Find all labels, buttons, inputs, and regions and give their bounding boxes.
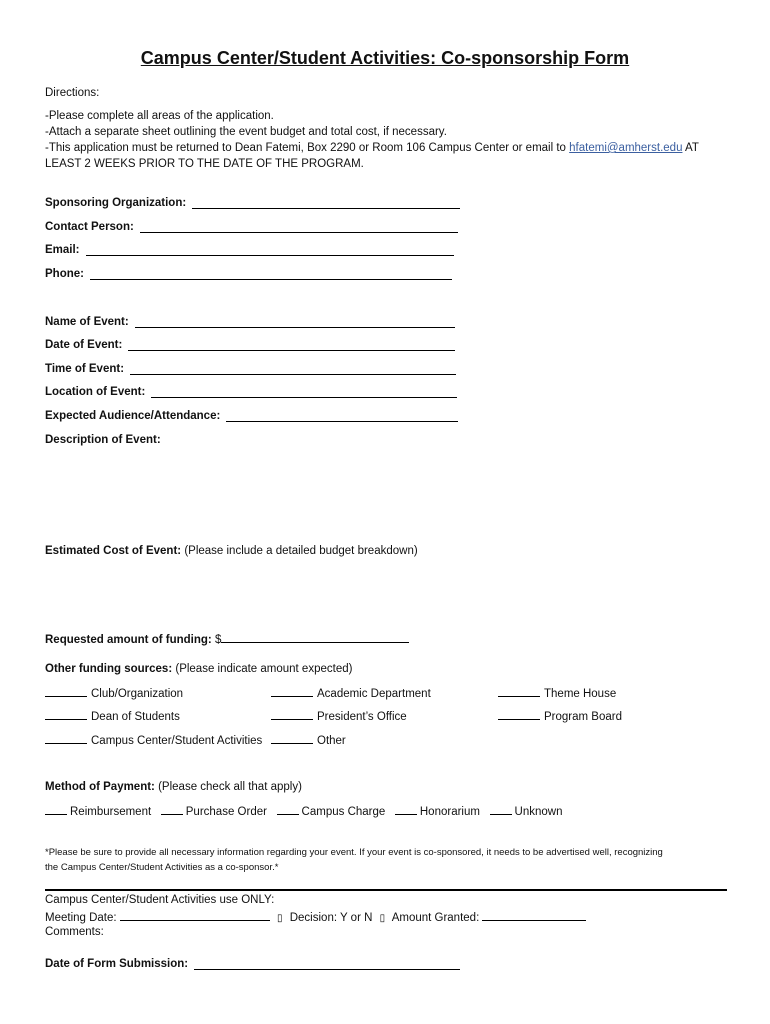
payment-campus-charge-label: Campus Charge (301, 806, 386, 818)
funding-campus-center-label: Campus Center/Student Activities (91, 735, 263, 747)
requested-funding-input[interactable] (221, 630, 409, 643)
direction-line-3 (45, 140, 699, 156)
direction-line-3-end: AT (685, 142, 699, 154)
payment-honorarium-blank[interactable] (395, 803, 417, 815)
funding-option-campus-center (45, 732, 262, 749)
funding-other-blank[interactable] (271, 732, 313, 744)
funding-option-president (271, 708, 407, 725)
estimated-cost-note: (Please include a detailed budget breakdown) (184, 545, 418, 557)
funding-other-label: Other (317, 735, 346, 747)
requested-funding-label: Requested amount of funding: (45, 634, 212, 646)
phone-field (45, 267, 452, 280)
funding-option-other (271, 732, 346, 749)
notice-line-1: *Please be sure to provide all necessary information regarding your event. If your event is co-sponsored, it needs to be advertised well, recognizing (45, 847, 663, 858)
comments-label: Comments: (45, 926, 104, 938)
funding-program-board-blank[interactable] (498, 708, 540, 720)
payment-method-row (45, 779, 302, 795)
funding-campus-center-blank[interactable] (45, 732, 87, 744)
funding-club-blank[interactable] (45, 685, 87, 697)
funding-academic-label: Academic Department (317, 688, 431, 700)
funding-option-academic (271, 685, 431, 702)
event-name-label: Name of Event: (45, 316, 129, 328)
payment-method-label: Method of Payment: (45, 781, 155, 793)
amount-granted-label: Amount Granted: (391, 912, 480, 924)
expected-audience-field (45, 409, 458, 422)
sponsoring-organization-input[interactable] (192, 196, 460, 209)
event-time-field (45, 362, 456, 375)
payment-unknown-label: Unknown (514, 806, 563, 818)
sponsoring-organization-label: Sponsoring Organization: (45, 197, 187, 209)
event-time-input[interactable] (130, 362, 456, 375)
other-funding-note: (Please indicate amount expected) (175, 663, 353, 675)
sponsoring-organization-field (45, 196, 460, 209)
other-funding-row (45, 661, 352, 677)
estimated-cost-row (45, 543, 418, 559)
event-location-input[interactable] (151, 385, 457, 398)
event-location-field (45, 385, 457, 398)
event-date-input[interactable] (128, 338, 455, 351)
submission-date-label: Date of Form Submission: (45, 958, 189, 970)
event-name-field (45, 315, 455, 328)
payment-purchase-order-blank[interactable] (161, 803, 183, 815)
direction-line-4: LEAST 2 WEEKS PRIOR TO THE DATE OF THE PROGRAM. (45, 158, 364, 170)
payment-honorarium-label: Honorarium (419, 806, 480, 818)
decision-label: Decision: Y or N (289, 912, 373, 924)
funding-option-program-board (498, 708, 622, 725)
funding-theme-house-blank[interactable] (498, 685, 540, 697)
direction-line-1: -Please complete all areas of the application. (45, 110, 274, 122)
amount-box-icon: ▯ (379, 913, 386, 924)
event-location-label: Location of Event: (45, 386, 146, 398)
phone-input[interactable] (90, 267, 452, 280)
payment-method-note: (Please check all that apply) (158, 781, 302, 793)
office-use-heading: Campus Center/Student Activities use ONLY: (45, 894, 275, 906)
section-divider (45, 889, 727, 891)
email-field (45, 243, 454, 256)
email-label: Email: (45, 244, 80, 256)
payment-options (45, 803, 563, 820)
funding-president-blank[interactable] (271, 708, 313, 720)
expected-audience-label: Expected Audience/Attendance: (45, 410, 221, 422)
email-link[interactable]: hfatemi@amherst.edu (569, 142, 683, 154)
office-use-row (45, 908, 586, 927)
contact-person-label: Contact Person: (45, 221, 134, 233)
payment-reimbursement-blank[interactable] (45, 803, 67, 815)
other-funding-label: Other funding sources: (45, 663, 173, 675)
funding-dean-blank[interactable] (45, 708, 87, 720)
event-time-label: Time of Event: (45, 363, 125, 375)
funding-theme-house-label: Theme House (544, 688, 617, 700)
contact-person-field (45, 220, 458, 233)
phone-label: Phone: (45, 268, 84, 280)
amount-granted-input[interactable] (482, 908, 586, 921)
decision-box-icon: ▯ (277, 913, 283, 924)
contact-person-input[interactable] (140, 220, 458, 233)
payment-campus-charge-blank[interactable] (277, 803, 299, 815)
event-description-label: Description of Event: (45, 434, 161, 446)
requested-funding-row (45, 630, 409, 648)
estimated-cost-label: Estimated Cost of Event: (45, 545, 182, 557)
meeting-date-input[interactable] (120, 908, 270, 921)
expected-audience-input[interactable] (226, 409, 458, 422)
page-title: Campus Center/Student Activities: Co-sponsorship Form (140, 48, 630, 68)
event-date-label: Date of Event: (45, 339, 123, 351)
direction-line-2: -Attach a separate sheet outlining the event budget and total cost, if necessary. (45, 126, 447, 138)
event-name-input[interactable] (135, 315, 455, 328)
funding-option-dean (45, 708, 180, 725)
email-input[interactable] (86, 243, 454, 256)
event-date-field (45, 338, 455, 351)
funding-dean-label: Dean of Students (91, 711, 180, 723)
direction-line-3-text: -This application must be returned to Dean Fatemi, Box 2290 or Room 106 Campus Center or email to (45, 142, 566, 154)
payment-reimbursement-label: Reimbursement (70, 806, 152, 818)
funding-option-club (45, 685, 183, 702)
funding-president-label: President’s Office (317, 711, 407, 723)
payment-unknown-blank[interactable] (490, 803, 512, 815)
funding-club-label: Club/Organization (91, 688, 184, 700)
meeting-date-label: Meeting Date: (45, 912, 117, 924)
funding-option-theme-house (498, 685, 616, 702)
payment-purchase-order-label: Purchase Order (185, 806, 267, 818)
notice-line-2: the Campus Center/Student Activities as a co-sponsor.* (45, 862, 279, 873)
funding-academic-blank[interactable] (271, 685, 313, 697)
directions-label: Directions: (45, 87, 100, 99)
funding-program-board-label: Program Board (544, 711, 622, 723)
submission-date-field (45, 957, 460, 970)
submission-date-input[interactable] (194, 957, 460, 970)
currency-symbol: $ (214, 634, 222, 646)
